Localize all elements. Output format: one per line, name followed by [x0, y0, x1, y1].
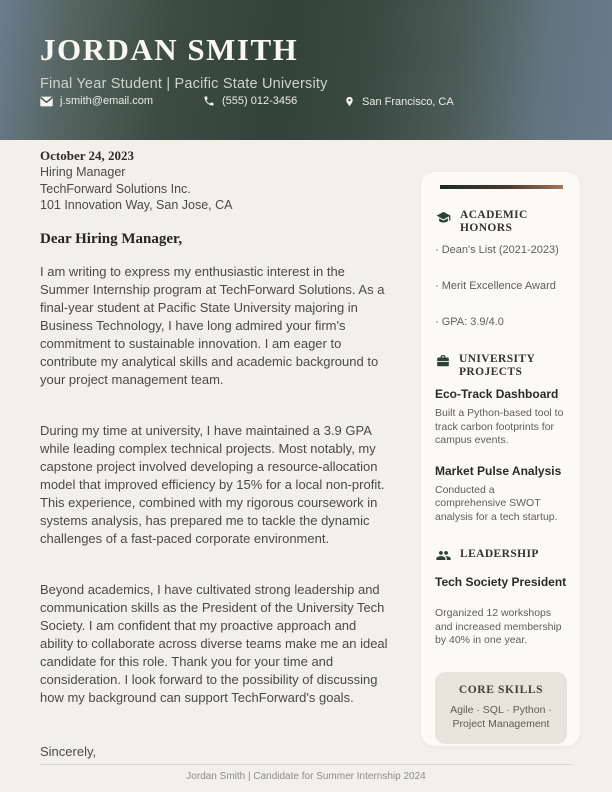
- briefcase-icon: [435, 353, 451, 373]
- recipient-line: TechForward Solutions Inc.: [40, 181, 191, 196]
- section-leadership: [435, 548, 567, 648]
- candidate-subtitle: Final Year Student | Pacific State University: [40, 76, 328, 92]
- header-banner: [0, 0, 612, 140]
- project-description: Built a Python-based tool to track carbon footprints for campus events.: [435, 407, 564, 446]
- leadership-description: Organized 12 workshops and increased membership by 40% in one year.: [435, 607, 562, 646]
- core-skills-list: Agile · SQL · Python · Project Management: [450, 703, 552, 730]
- phone-icon: [203, 95, 215, 107]
- location-pin-icon: [344, 95, 355, 108]
- honors-item: · GPA: 3.9/4.0: [435, 316, 504, 328]
- page-footer: [40, 764, 572, 782]
- letter-date: October 24, 2023: [40, 148, 134, 163]
- salutation: Dear Hiring Manager,: [40, 230, 183, 247]
- section-header: [435, 209, 567, 235]
- letter-paragraph: I am writing to express my enthusiastic interest in the Summer Internship program at TechForward Solutions. As a final-year student at Pacific State University majoring in Business Technology, I have long admired your firm's commitment to sustainable innovation. I am eager to contribute my analytical skills and academic background to your project management team.: [40, 263, 385, 387]
- section-title: UNIVERSITY PROJECTS: [459, 353, 535, 378]
- section-header: [435, 548, 567, 567]
- leadership-entry: [435, 575, 567, 648]
- project-entry: [435, 387, 567, 448]
- section-university-projects: [435, 353, 567, 524]
- accent-bar: [440, 185, 563, 189]
- letter-closing: Sincerely,: [40, 743, 97, 759]
- people-icon: [435, 548, 452, 567]
- section-academic-honors: [435, 209, 567, 329]
- leadership-title: Tech Society President: [435, 575, 567, 589]
- project-entry: [435, 464, 567, 525]
- recipient-line: 101 Innovation Way, San Jose, CA: [40, 198, 233, 213]
- phone-contact: [203, 95, 297, 107]
- section-title: ACADEMIC HONORS: [460, 209, 528, 234]
- candidate-name: JORDAN SMITH: [40, 32, 299, 67]
- honors-item: · Merit Excellence Award: [435, 280, 556, 292]
- recipient-block: [40, 164, 392, 214]
- phone-text: (555) 012-3456: [222, 95, 298, 107]
- project-description: Conducted a comprehensive SWOT analysis for a tech startup.: [435, 483, 558, 523]
- contact-row: [0, 95, 612, 115]
- letter-paragraph: Beyond academics, I have cultivated strong leadership and communication skills as the President of the University Tech Society. I am confident that my proactive approach and ability to collaborate across diverse teams make me an ideal candidate for this role. Thank you for your time and consideration. I look forward to the possibility of discussing how my background can support TechForward's goals.: [40, 581, 388, 705]
- location-contact: [344, 95, 454, 108]
- honors-item: · Dean's List (2021-2023): [435, 244, 559, 256]
- core-skills-box: [435, 672, 567, 744]
- email-contact: [40, 95, 153, 107]
- project-title: Market Pulse Analysis: [435, 463, 562, 478]
- footer-text: Jordan Smith | Candidate for Summer Internship 2024: [186, 771, 426, 782]
- envelope-icon: [40, 96, 53, 107]
- letter-column: [40, 148, 392, 761]
- location-text: San Francisco, CA: [362, 95, 454, 108]
- project-title: Eco-Track Dashboard: [435, 387, 559, 401]
- email-text: j.smith@email.com: [60, 95, 154, 107]
- recipient-line: Hiring Manager: [40, 165, 126, 179]
- core-skills-title: CORE SKILLS: [458, 683, 544, 696]
- section-header: [435, 353, 567, 379]
- section-title: LEADERSHIP: [460, 548, 539, 560]
- sidebar-card: [421, 172, 580, 746]
- letter-paragraph: During my time at university, I have maintained a 3.9 GPA while leading complex technical projects. Most notably, my capstone project involved developing a resource-allocation model that improved efficiency by 15% for a local non-profit. This experience, combined with my rigorous coursework in systems analysis, has prepared me to tackle the dynamic challenges of a fast-paced corporate environment.: [40, 422, 385, 546]
- graduation-cap-icon: [435, 209, 452, 230]
